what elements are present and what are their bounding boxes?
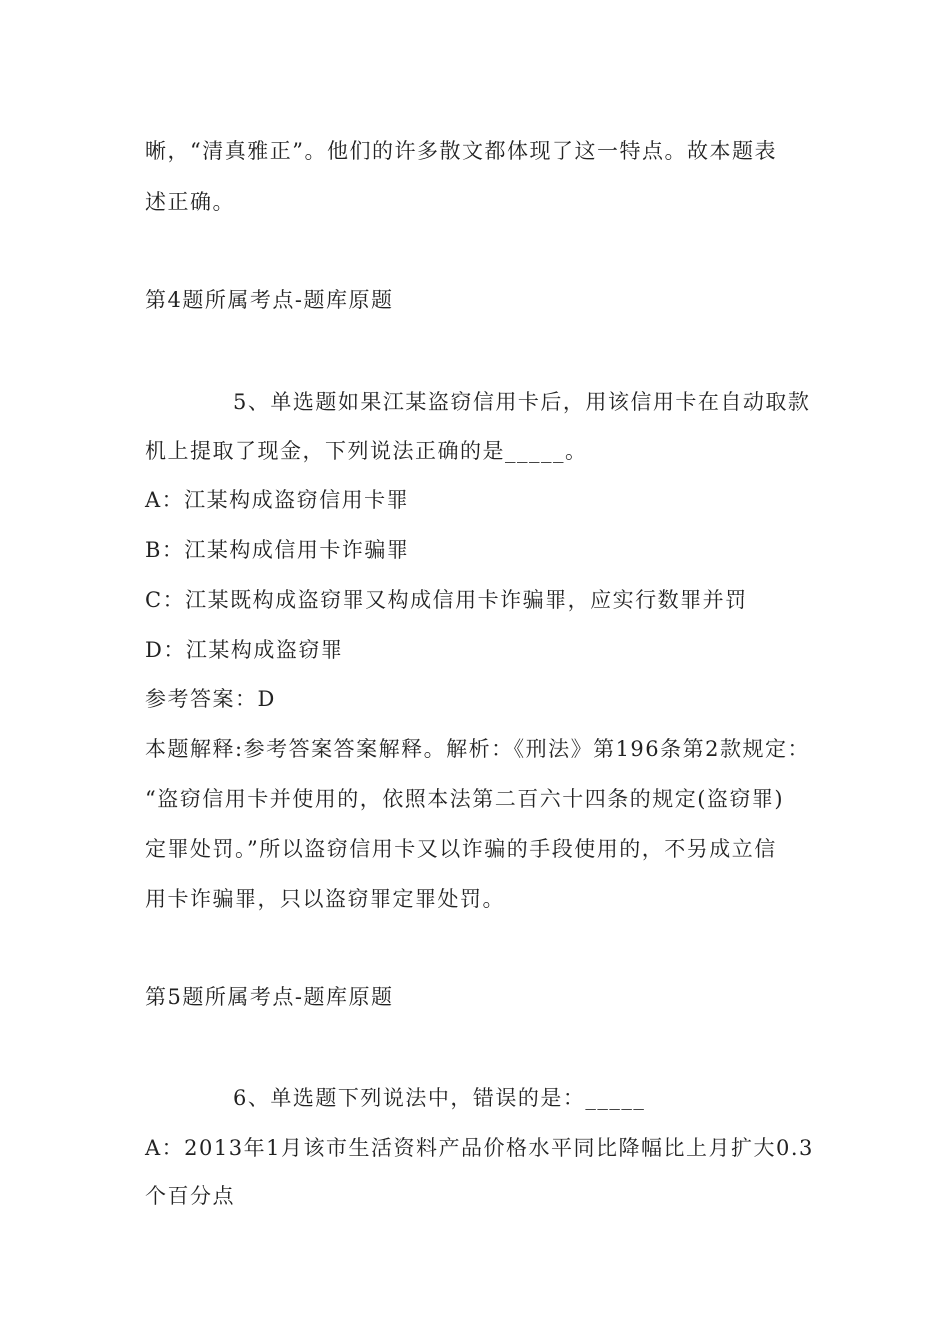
question-5-option-b: B：江某构成信用卡诈骗罪: [145, 538, 410, 562]
question-5-explanation-line-4: 用卡诈骗罪，只以盗窃罪定罪处罚。: [145, 887, 505, 911]
question-5-explanation-line-1: 本题解释:参考答案答案解释。解析：《刑法》第196条第2款规定：: [145, 737, 811, 761]
question-5-title-continued: 机上提取了现金，下列说法正确的是_____。: [145, 439, 588, 463]
question-6-option-a-continued: 个百分点: [145, 1184, 235, 1208]
question-5-option-c: C：江某既构成盗窃罪又构成信用卡诈骗罪，应实行数罪并罚: [145, 588, 748, 612]
knowledge-point-heading-4: 第4题所属考点-题库原题: [145, 288, 394, 312]
question-6-title: 6、单选题下列说法中，错误的是：_____: [233, 1086, 646, 1110]
question-5-option-a: A：江某构成盗窃信用卡罪: [145, 488, 410, 512]
question-5-title: 5、单选题如果江某盗窃信用卡后，用该信用卡在自动取款: [233, 390, 811, 414]
knowledge-point-heading-5: 第5题所属考点-题库原题: [145, 985, 394, 1009]
question-5-answer: 参考答案：D: [145, 687, 276, 711]
question-5-option-d: D：江某构成盗窃罪: [145, 638, 344, 662]
question-6-option-a: A：2013年1月该市生活资料产品价格水平同比降幅比上月扩大0.3: [145, 1136, 814, 1160]
paragraph-line-2: 述正确。: [145, 190, 235, 214]
question-5-explanation-line-2: “盗窃信用卡并使用的，依照本法第二百六十四条的规定(盗窃罪): [145, 787, 785, 811]
paragraph-line-1: 晰，“清真雅正”。他们的许多散文都体现了这一特点。故本题表: [145, 139, 777, 163]
question-5-explanation-line-3: 定罪处罚。”所以盗窃信用卡又以诈骗的手段使用的，不另成立信: [145, 837, 777, 861]
